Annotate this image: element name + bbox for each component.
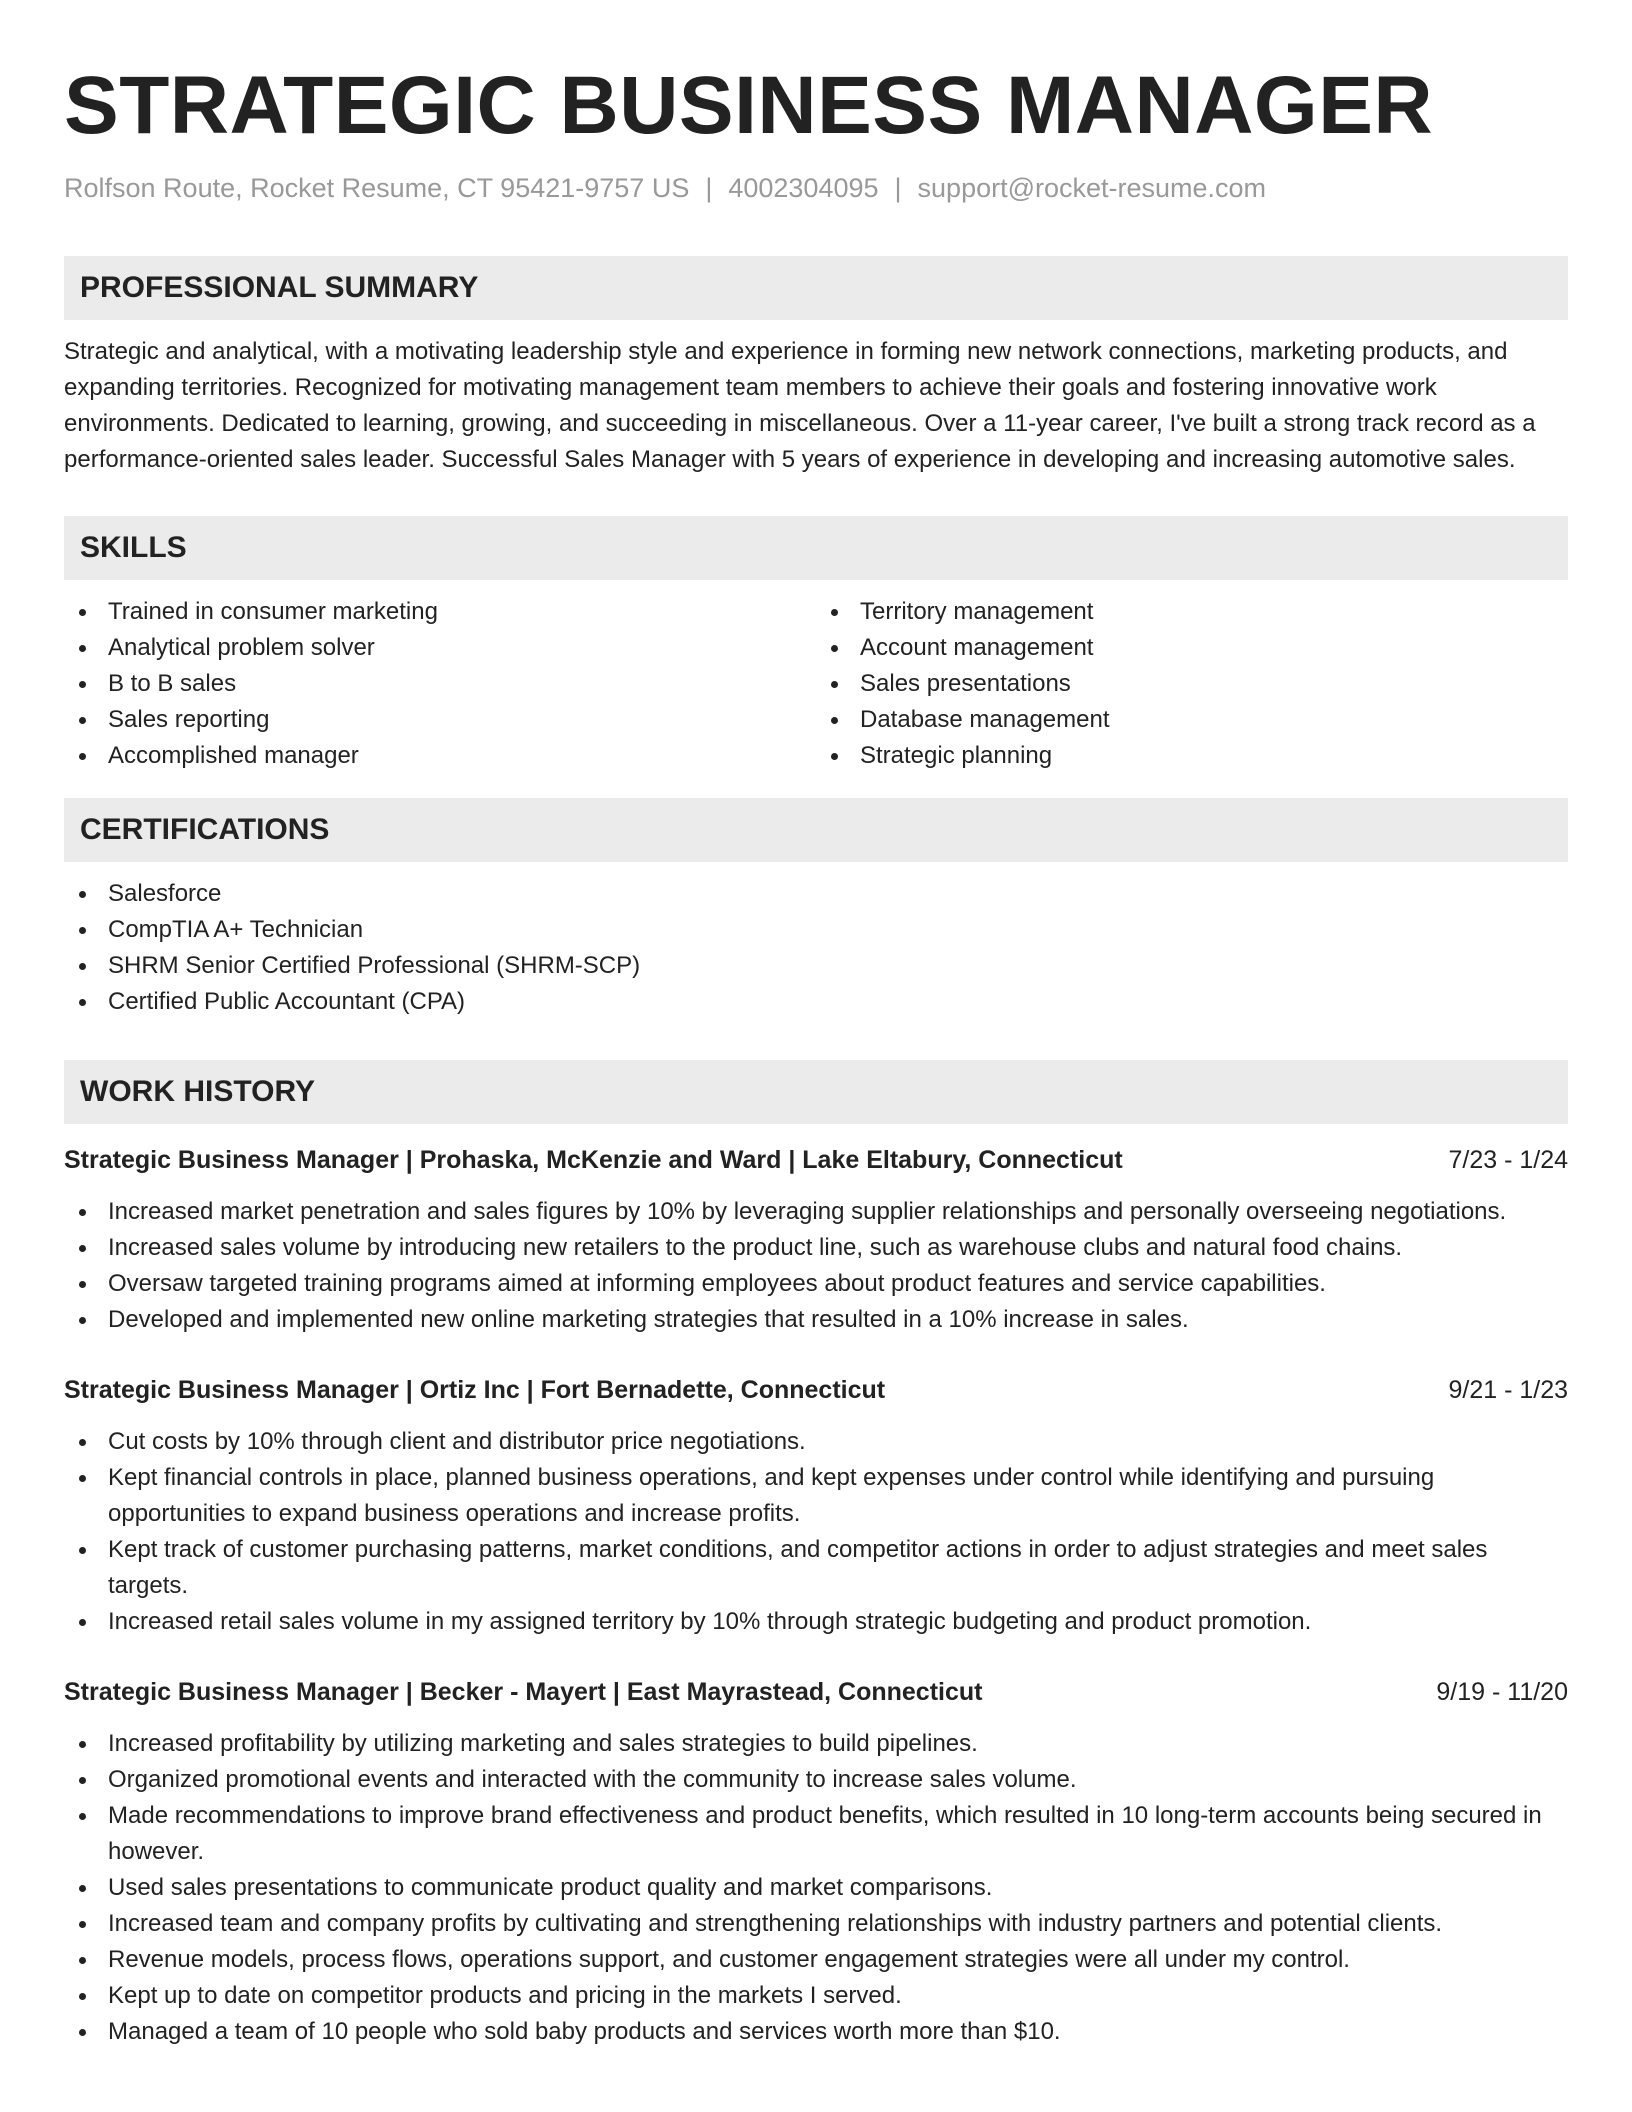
job-bullet xyxy=(64,1762,1568,1798)
certification-text: Salesforce xyxy=(108,880,222,907)
skill-item xyxy=(64,630,816,666)
certification-text: CompTIA A+ Technician xyxy=(108,916,364,943)
skill-text: Territory management xyxy=(860,598,1094,625)
bullet-icon xyxy=(79,1741,86,1748)
job-bullet xyxy=(64,1266,1568,1302)
job-bullet-text: Increased team and company profits by cultivating and strengthening relationships with industry partners and potential clients. xyxy=(108,1910,1443,1937)
job-bullet xyxy=(64,1726,1568,1762)
skills-list-left xyxy=(64,594,816,774)
job-dates: 9/21 - 1/23 xyxy=(1448,1376,1568,1404)
bullet-icon xyxy=(79,1439,86,1446)
job-entry xyxy=(64,1142,1568,1338)
resume-title: STRATEGIC BUSINESS MANAGER xyxy=(64,60,1434,151)
bullet-icon xyxy=(79,1957,86,1964)
skills-heading: SKILLS xyxy=(64,516,1568,580)
bullet-icon xyxy=(79,963,86,970)
bullet-icon xyxy=(831,609,838,616)
skill-text: Sales presentations xyxy=(860,670,1071,697)
skill-text: B to B sales xyxy=(108,670,237,697)
skill-item xyxy=(816,594,1568,630)
job-header xyxy=(64,1142,1568,1178)
job-dates: 7/23 - 1/24 xyxy=(1448,1146,1568,1174)
bullet-icon xyxy=(79,927,86,934)
bullet-icon xyxy=(831,717,838,724)
job-bullet-text: Increased market penetration and sales figures by 10% by leveraging supplier relationships and personally overseeing negotiations. xyxy=(108,1198,1507,1225)
job-bullet-text: Kept track of customer purchasing patterns, market conditions, and competitor actions in order to adjust strategies and meet sales targets. xyxy=(108,1536,1488,1599)
job-bullet-text: Developed and implemented new online marketing strategies that resulted in a 10% increase in sales. xyxy=(108,1306,1189,1333)
bullet-icon xyxy=(79,1281,86,1288)
summary-heading: PROFESSIONAL SUMMARY xyxy=(64,256,1568,320)
job-entry xyxy=(64,1674,1568,2050)
job-bullet xyxy=(64,1906,1568,1942)
skill-text: Trained in consumer marketing xyxy=(108,598,438,625)
job-entry xyxy=(64,1372,1568,1640)
bullet-icon xyxy=(831,645,838,652)
skill-item xyxy=(816,666,1568,702)
bullet-icon xyxy=(79,1475,86,1482)
job-bullets xyxy=(64,1424,1568,1640)
job-bullet xyxy=(64,1532,1568,1604)
job-bullet-text: Made recommendations to improve brand effectiveness and product benefits, which resulted in 10 long-term accounts being secured in however. xyxy=(108,1802,1542,1865)
job-bullet xyxy=(64,1424,1568,1460)
job-dates: 9/19 - 11/20 xyxy=(1436,1678,1568,1706)
bullet-icon xyxy=(79,1317,86,1324)
skills-grid xyxy=(64,594,1568,774)
job-bullet xyxy=(64,1604,1568,1640)
job-bullet xyxy=(64,1302,1568,1338)
skill-item xyxy=(816,630,1568,666)
job-bullet-text: Revenue models, process flows, operations support, and customer engagement strategies were all under my control. xyxy=(108,1946,1350,1973)
contact-separator: | xyxy=(705,173,713,203)
job-bullet-text: Used sales presentations to communicate product quality and market comparisons. xyxy=(108,1874,993,1901)
certification-text: Certified Public Accountant (CPA) xyxy=(108,988,466,1015)
work-history-heading: WORK HISTORY xyxy=(64,1060,1568,1124)
skill-text: Account management xyxy=(860,634,1094,661)
job-bullet-text: Kept up to date on competitor products and pricing in the markets I served. xyxy=(108,1982,902,2009)
skills-list-right xyxy=(816,594,1568,774)
bullet-icon xyxy=(79,2029,86,2036)
job-bullet xyxy=(64,1798,1568,1870)
bullet-icon xyxy=(831,753,838,760)
job-bullet xyxy=(64,1978,1568,2014)
certifications-list xyxy=(64,876,1568,1020)
contact-phone: 4002304095 xyxy=(728,173,879,203)
job-bullet xyxy=(64,1194,1568,1230)
bullet-icon xyxy=(79,891,86,898)
job-header xyxy=(64,1674,1568,1710)
job-bullet xyxy=(64,1870,1568,1906)
skill-item xyxy=(64,702,816,738)
job-header xyxy=(64,1372,1568,1408)
job-bullets xyxy=(64,1726,1568,2050)
bullet-icon xyxy=(79,645,86,652)
bullet-icon xyxy=(79,1777,86,1784)
job-bullet-text: Cut costs by 10% through client and distributor price negotiations. xyxy=(108,1428,806,1455)
bullet-icon xyxy=(79,1921,86,1928)
certification-item xyxy=(64,876,1568,912)
job-bullet xyxy=(64,1460,1568,1532)
skill-item xyxy=(816,738,1568,774)
job-bullets xyxy=(64,1194,1568,1338)
bullet-icon xyxy=(79,1993,86,2000)
skill-text: Sales reporting xyxy=(108,706,270,733)
job-bullet xyxy=(64,1942,1568,1978)
certification-item xyxy=(64,984,1568,1020)
bullet-icon xyxy=(79,1547,86,1554)
job-title: Strategic Business Manager | Prohaska, McKenzie and Ward | Lake Eltabury, Connecticut xyxy=(64,1146,1123,1174)
contact-address: Rolfson Route, Rocket Resume, CT 95421-9757 US xyxy=(64,173,690,203)
job-bullet-text: Kept financial controls in place, planned business operations, and kept expenses under control while identifying and pursuing opportunities to expand business operations and increase profits. xyxy=(108,1464,1435,1527)
skill-item xyxy=(816,702,1568,738)
job-bullet xyxy=(64,2014,1568,2050)
job-bullet-text: Managed a team of 10 people who sold baby products and services worth more than $10. xyxy=(108,2018,1061,2045)
summary-text: Strategic and analytical, with a motivating leadership style and experience in forming new network connections, marketing products, and expanding territories. Recognized for motivating management team members to achieve their goals and fostering innovative work environments. Dedicated to learning, growing, and succeeding in miscellaneous. Over a 11-year career, I've built a strong track record as a performance-oriented sales leader. Successful Sales Manager with 5 years of experience in developing and increasing automotive sales. xyxy=(64,338,1536,473)
certification-item xyxy=(64,912,1568,948)
job-bullet-text: Organized promotional events and interacted with the community to increase sales volume. xyxy=(108,1766,1077,1793)
certification-text: SHRM Senior Certified Professional (SHRM-SCP) xyxy=(108,952,641,979)
job-bullet-text: Oversaw targeted training programs aimed at informing employees about product features and service capabilities. xyxy=(108,1270,1326,1297)
bullet-icon xyxy=(79,609,86,616)
bullet-icon xyxy=(831,681,838,688)
bullet-icon xyxy=(79,753,86,760)
skill-text: Analytical problem solver xyxy=(108,634,375,661)
job-title: Strategic Business Manager | Ortiz Inc | Fort Bernadette, Connecticut xyxy=(64,1376,886,1404)
skill-item xyxy=(64,738,816,774)
bullet-icon xyxy=(79,1885,86,1892)
skill-text: Accomplished manager xyxy=(108,742,359,769)
bullet-icon xyxy=(79,717,86,724)
job-bullet xyxy=(64,1230,1568,1266)
skill-text: Database management xyxy=(860,706,1110,733)
bullet-icon xyxy=(79,999,86,1006)
contact-line xyxy=(64,170,1568,206)
skill-text: Strategic planning xyxy=(860,742,1053,769)
bullet-icon xyxy=(79,1245,86,1252)
bullet-icon xyxy=(79,681,86,688)
job-bullet-text: Increased profitability by utilizing marketing and sales strategies to build pipelines. xyxy=(108,1730,978,1757)
certification-item xyxy=(64,948,1568,984)
job-bullet-text: Increased retail sales volume in my assigned territory by 10% through strategic budgeting and product promotion. xyxy=(108,1608,1312,1635)
job-title: Strategic Business Manager | Becker - Mayert | East Mayrastead, Connecticut xyxy=(64,1678,983,1706)
bullet-icon xyxy=(79,1619,86,1626)
job-bullet-text: Increased sales volume by introducing new retailers to the product line, such as warehouse clubs and natural food chains. xyxy=(108,1234,1403,1261)
bullet-icon xyxy=(79,1813,86,1820)
certifications-heading: CERTIFICATIONS xyxy=(64,798,1568,862)
contact-separator: | xyxy=(894,173,902,203)
bullet-icon xyxy=(79,1209,86,1216)
skill-item xyxy=(64,666,816,702)
skill-item xyxy=(64,594,816,630)
contact-email: support@rocket-resume.com xyxy=(917,173,1267,203)
